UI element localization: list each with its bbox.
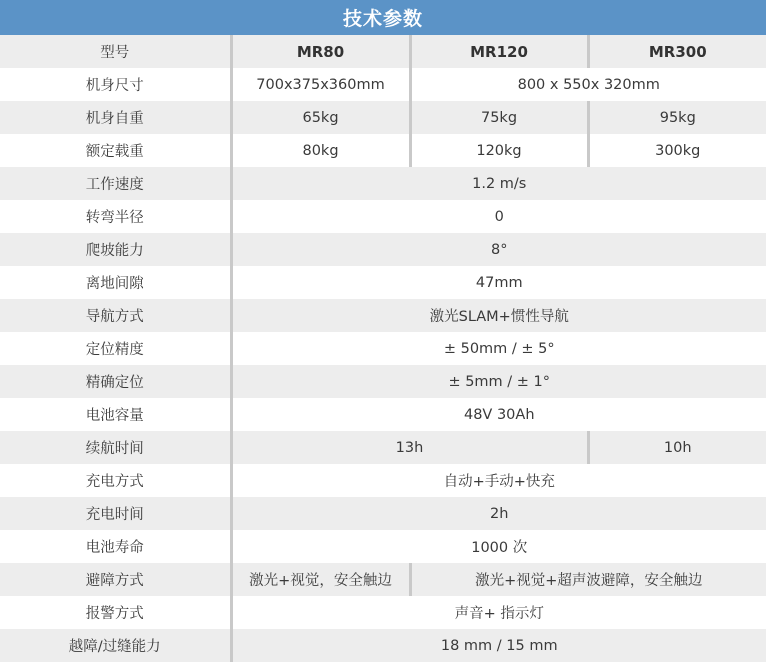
cell-value: 95kg — [588, 101, 766, 134]
table-row-charge-mode — [0, 464, 766, 497]
cell-value: 0 — [231, 200, 766, 233]
cell-value: 自动+手动+快充 — [231, 464, 766, 497]
row-label: 型号 — [0, 35, 231, 68]
cell-value: 2h — [231, 497, 766, 530]
cell-value: 8° — [231, 233, 766, 266]
row-label: 充电方式 — [0, 464, 231, 497]
table-row-model — [0, 35, 766, 68]
row-label: 机身尺寸 — [0, 68, 231, 101]
model-mr80: MR80 — [231, 35, 410, 68]
row-label: 额定载重 — [0, 134, 231, 167]
table-row-battery — [0, 398, 766, 431]
table-row-obstacle — [0, 629, 766, 662]
row-label: 爬坡能力 — [0, 233, 231, 266]
cell-value: 120kg — [410, 134, 588, 167]
row-label: 机身自重 — [0, 101, 231, 134]
cell-value: 13h — [231, 431, 588, 464]
cell-value: 80kg — [231, 134, 410, 167]
cell-value: 10h — [588, 431, 766, 464]
row-label: 精确定位 — [0, 365, 231, 398]
cell-value: 激光SLAM+惯性导航 — [231, 299, 766, 332]
model-mr120: MR120 — [410, 35, 588, 68]
cell-value: 1000 次 — [231, 530, 766, 563]
table-row-turn — [0, 200, 766, 233]
row-label: 导航方式 — [0, 299, 231, 332]
cell-value: 700x375x360mm — [231, 68, 410, 101]
table-row-battery-life — [0, 530, 766, 563]
table-row-positioning — [0, 332, 766, 365]
row-label: 越障/过缝能力 — [0, 629, 231, 662]
row-label: 离地间隙 — [0, 266, 231, 299]
table-row-alarm — [0, 596, 766, 629]
cell-value: 18 mm / 15 mm — [231, 629, 766, 662]
row-label: 工作速度 — [0, 167, 231, 200]
cell-value: 48V 30Ah — [231, 398, 766, 431]
cell-value: 800 x 550x 320mm — [410, 68, 766, 101]
row-label: 避障方式 — [0, 563, 231, 596]
model-mr300: MR300 — [588, 35, 766, 68]
table-row-endurance — [0, 431, 766, 464]
cell-value: 47mm — [231, 266, 766, 299]
row-label: 转弯半径 — [0, 200, 231, 233]
table-row-weight — [0, 101, 766, 134]
cell-value: 75kg — [410, 101, 588, 134]
table-title: 技术参数 — [0, 0, 766, 35]
cell-value: 激光+视觉+超声波避障，安全触边 — [410, 563, 766, 596]
table-row-size — [0, 68, 766, 101]
cell-value: 300kg — [588, 134, 766, 167]
cell-value: ± 50mm / ± 5° — [231, 332, 766, 365]
table-row-charge-time — [0, 497, 766, 530]
cell-value: 声音+ 指示灯 — [231, 596, 766, 629]
table-row-avoidance — [0, 563, 766, 596]
cell-value: 65kg — [231, 101, 410, 134]
table-row-clearance — [0, 266, 766, 299]
cell-value: 1.2 m/s — [231, 167, 766, 200]
cell-value: 激光+视觉，安全触边 — [231, 563, 410, 596]
table-row-load — [0, 134, 766, 167]
row-label: 续航时间 — [0, 431, 231, 464]
cell-value: ± 5mm / ± 1° — [231, 365, 766, 398]
row-label: 定位精度 — [0, 332, 231, 365]
row-label: 充电时间 — [0, 497, 231, 530]
row-label: 电池寿命 — [0, 530, 231, 563]
row-label: 电池容量 — [0, 398, 231, 431]
row-label: 报警方式 — [0, 596, 231, 629]
table-row-precise — [0, 365, 766, 398]
table-row-climb — [0, 233, 766, 266]
table-row-speed — [0, 167, 766, 200]
spec-table — [0, 35, 766, 662]
table-row-navigation — [0, 299, 766, 332]
